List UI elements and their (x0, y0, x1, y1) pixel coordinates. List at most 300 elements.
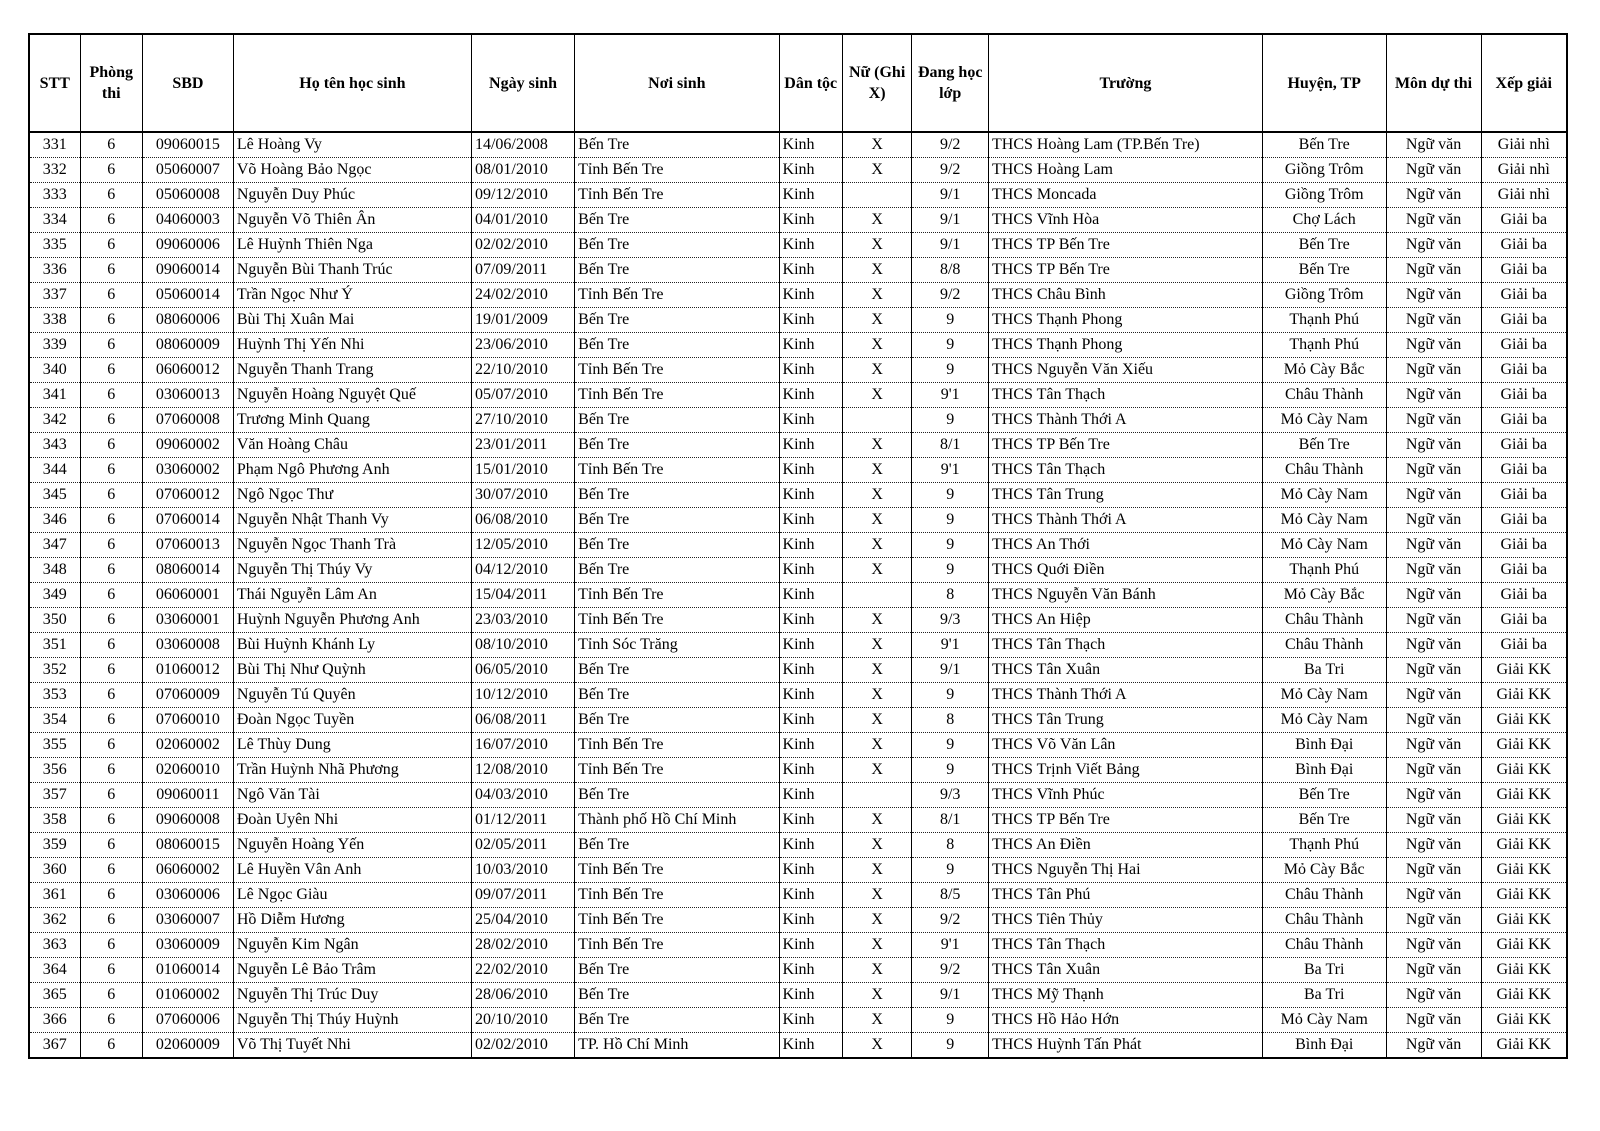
cell-xep-giai: Giải nhì (1481, 158, 1567, 183)
table-row (29, 708, 1567, 733)
cell-lop: 9 (912, 733, 989, 758)
cell-sbd: 05060014 (142, 283, 233, 308)
cell-noi-sinh: TP. Hồ Chí Minh (575, 1033, 779, 1059)
cell-ho-ten: Nguyễn Ngọc Thanh Trà (233, 533, 471, 558)
cell-dan-toc: Kinh (779, 483, 842, 508)
cell-nu: X (842, 808, 911, 833)
cell-lop: 9/2 (912, 132, 989, 158)
cell-sbd: 09060006 (142, 233, 233, 258)
cell-nu: X (842, 433, 911, 458)
cell-stt: 336 (29, 258, 80, 283)
cell-ngay-sinh: 05/07/2010 (471, 383, 574, 408)
cell-ngay-sinh: 06/08/2011 (471, 708, 574, 733)
cell-phong-thi: 6 (80, 833, 142, 858)
cell-truong: THCS Thạnh Phong (989, 308, 1263, 333)
cell-mon: Ngữ văn (1386, 708, 1481, 733)
cell-xep-giai: Giải ba (1481, 633, 1567, 658)
cell-ngay-sinh: 04/01/2010 (471, 208, 574, 233)
cell-sbd: 04060003 (142, 208, 233, 233)
table-row (29, 908, 1567, 933)
cell-ho-ten: Ngô Văn Tài (233, 783, 471, 808)
cell-xep-giai: Giải KK (1481, 1033, 1567, 1059)
cell-mon: Ngữ văn (1386, 508, 1481, 533)
cell-phong-thi: 6 (80, 283, 142, 308)
cell-ho-ten: Nguyễn Tú Quyên (233, 683, 471, 708)
cell-lop: 9/2 (912, 283, 989, 308)
table-row (29, 958, 1567, 983)
cell-ho-ten: Nguyễn Kim Ngân (233, 933, 471, 958)
cell-ho-ten: Lê Hoàng Vy (233, 132, 471, 158)
cell-truong: THCS Hồ Hảo Hớn (989, 1008, 1263, 1033)
cell-sbd: 03060008 (142, 633, 233, 658)
cell-stt: 342 (29, 408, 80, 433)
cell-ho-ten: Nguyễn Thị Trúc Duy (233, 983, 471, 1008)
table-row (29, 233, 1567, 258)
cell-phong-thi: 6 (80, 783, 142, 808)
cell-xep-giai: Giải KK (1481, 933, 1567, 958)
cell-lop: 9'1 (912, 458, 989, 483)
cell-nu: X (842, 208, 911, 233)
cell-xep-giai: Giải nhì (1481, 132, 1567, 158)
cell-xep-giai: Giải ba (1481, 608, 1567, 633)
cell-phong-thi: 6 (80, 983, 142, 1008)
cell-stt: 362 (29, 908, 80, 933)
cell-lop: 9 (912, 358, 989, 383)
cell-lop: 9 (912, 408, 989, 433)
cell-phong-thi: 6 (80, 608, 142, 633)
cell-phong-thi: 6 (80, 858, 142, 883)
cell-stt: 339 (29, 333, 80, 358)
cell-truong: THCS Tân Phú (989, 883, 1263, 908)
cell-noi-sinh: Bến Tre (575, 533, 779, 558)
cell-noi-sinh: Tỉnh Bến Tre (575, 883, 779, 908)
cell-sbd: 03060007 (142, 908, 233, 933)
cell-mon: Ngữ văn (1386, 1033, 1481, 1059)
cell-nu: X (842, 683, 911, 708)
cell-lop: 9/3 (912, 608, 989, 633)
cell-xep-giai: Giải ba (1481, 408, 1567, 433)
cell-stt: 366 (29, 1008, 80, 1033)
table-row (29, 183, 1567, 208)
cell-lop: 9 (912, 683, 989, 708)
cell-phong-thi: 6 (80, 433, 142, 458)
cell-nu: X (842, 533, 911, 558)
cell-ngay-sinh: 23/03/2010 (471, 608, 574, 633)
cell-huyen: Ba Tri (1262, 983, 1386, 1008)
cell-huyen: Bến Tre (1262, 783, 1386, 808)
cell-lop: 9/2 (912, 958, 989, 983)
cell-ho-ten: Phạm Ngô Phương Anh (233, 458, 471, 483)
cell-sbd: 06060012 (142, 358, 233, 383)
cell-truong: THCS Vĩnh Hòa (989, 208, 1263, 233)
cell-lop: 9 (912, 483, 989, 508)
cell-ngay-sinh: 09/12/2010 (471, 183, 574, 208)
cell-xep-giai: Giải ba (1481, 558, 1567, 583)
header-phong-thi: Phòng thi (80, 34, 142, 132)
cell-lop: 8/1 (912, 808, 989, 833)
cell-xep-giai: Giải ba (1481, 508, 1567, 533)
table-row (29, 508, 1567, 533)
table-row (29, 132, 1567, 158)
cell-ngay-sinh: 16/07/2010 (471, 733, 574, 758)
cell-phong-thi: 6 (80, 308, 142, 333)
cell-lop: 9 (912, 308, 989, 333)
cell-dan-toc: Kinh (779, 333, 842, 358)
cell-nu (842, 408, 911, 433)
cell-huyen: Thạnh Phú (1262, 333, 1386, 358)
cell-xep-giai: Giải nhì (1481, 183, 1567, 208)
cell-stt: 338 (29, 308, 80, 333)
cell-huyen: Thạnh Phú (1262, 833, 1386, 858)
cell-dan-toc: Kinh (779, 358, 842, 383)
cell-stt: 340 (29, 358, 80, 383)
table-row (29, 808, 1567, 833)
cell-dan-toc: Kinh (779, 258, 842, 283)
cell-ngay-sinh: 10/03/2010 (471, 858, 574, 883)
cell-dan-toc: Kinh (779, 683, 842, 708)
cell-sbd: 07060010 (142, 708, 233, 733)
cell-xep-giai: Giải ba (1481, 383, 1567, 408)
cell-phong-thi: 6 (80, 908, 142, 933)
cell-xep-giai: Giải ba (1481, 533, 1567, 558)
table-row (29, 758, 1567, 783)
cell-ho-ten: Ngô Ngọc Thư (233, 483, 471, 508)
cell-ngay-sinh: 14/06/2008 (471, 132, 574, 158)
cell-huyen: Châu Thành (1262, 383, 1386, 408)
cell-noi-sinh: Tỉnh Bến Tre (575, 933, 779, 958)
cell-xep-giai: Giải KK (1481, 908, 1567, 933)
cell-xep-giai: Giải ba (1481, 208, 1567, 233)
cell-lop: 9 (912, 333, 989, 358)
header-xep-giai: Xếp giải (1481, 34, 1567, 132)
cell-ngay-sinh: 10/12/2010 (471, 683, 574, 708)
cell-sbd: 07060013 (142, 533, 233, 558)
cell-dan-toc: Kinh (779, 533, 842, 558)
cell-lop: 9 (912, 533, 989, 558)
cell-stt: 344 (29, 458, 80, 483)
table-row (29, 783, 1567, 808)
header-stt: STT (29, 34, 80, 132)
cell-dan-toc: Kinh (779, 458, 842, 483)
cell-ho-ten: Trương Minh Quang (233, 408, 471, 433)
cell-dan-toc: Kinh (779, 508, 842, 533)
cell-stt: 348 (29, 558, 80, 583)
cell-noi-sinh: Tỉnh Bến Tre (575, 733, 779, 758)
cell-ngay-sinh: 02/02/2010 (471, 233, 574, 258)
cell-mon: Ngữ văn (1386, 408, 1481, 433)
cell-truong: THCS Tân Xuân (989, 958, 1263, 983)
cell-ho-ten: Bùi Thị Xuân Mai (233, 308, 471, 333)
cell-nu: X (842, 358, 911, 383)
cell-lop: 9/2 (912, 158, 989, 183)
table-row (29, 1033, 1567, 1059)
cell-lop: 9/1 (912, 183, 989, 208)
table-row (29, 208, 1567, 233)
results-table (28, 33, 1568, 1059)
cell-mon: Ngữ văn (1386, 132, 1481, 158)
cell-sbd: 07060014 (142, 508, 233, 533)
cell-phong-thi: 6 (80, 958, 142, 983)
cell-ho-ten: Nguyễn Duy Phúc (233, 183, 471, 208)
cell-ngay-sinh: 09/07/2011 (471, 883, 574, 908)
cell-dan-toc: Kinh (779, 433, 842, 458)
cell-mon: Ngữ văn (1386, 1008, 1481, 1033)
table-row (29, 533, 1567, 558)
cell-lop: 9 (912, 758, 989, 783)
cell-stt: 335 (29, 233, 80, 258)
cell-xep-giai: Giải ba (1481, 283, 1567, 308)
cell-ngay-sinh: 12/08/2010 (471, 758, 574, 783)
cell-phong-thi: 6 (80, 583, 142, 608)
cell-lop: 9/3 (912, 783, 989, 808)
cell-mon: Ngữ văn (1386, 458, 1481, 483)
cell-stt: 364 (29, 958, 80, 983)
cell-ho-ten: Võ Thị Tuyết Nhi (233, 1033, 471, 1059)
cell-dan-toc: Kinh (779, 733, 842, 758)
cell-stt: 354 (29, 708, 80, 733)
cell-ho-ten: Nguyễn Hoàng Nguyệt Quế (233, 383, 471, 408)
cell-phong-thi: 6 (80, 483, 142, 508)
cell-stt: 343 (29, 433, 80, 458)
cell-lop: 8/5 (912, 883, 989, 908)
cell-noi-sinh: Bến Tre (575, 1008, 779, 1033)
cell-ho-ten: Nguyễn Thanh Trang (233, 358, 471, 383)
cell-dan-toc: Kinh (779, 1033, 842, 1059)
cell-sbd: 08060015 (142, 833, 233, 858)
cell-lop: 8 (912, 708, 989, 733)
cell-stt: 349 (29, 583, 80, 608)
cell-stt: 345 (29, 483, 80, 508)
cell-dan-toc: Kinh (779, 1008, 842, 1033)
cell-dan-toc: Kinh (779, 132, 842, 158)
table-row (29, 483, 1567, 508)
cell-sbd: 09060011 (142, 783, 233, 808)
cell-stt: 341 (29, 383, 80, 408)
cell-ho-ten: Đoàn Ngọc Tuyền (233, 708, 471, 733)
cell-mon: Ngữ văn (1386, 383, 1481, 408)
header-dan-toc: Dân tộc (779, 34, 842, 132)
cell-truong: THCS Mỹ Thạnh (989, 983, 1263, 1008)
cell-mon: Ngữ văn (1386, 208, 1481, 233)
cell-ngay-sinh: 15/01/2010 (471, 458, 574, 483)
cell-noi-sinh: Bến Tre (575, 258, 779, 283)
cell-nu: X (842, 458, 911, 483)
cell-mon: Ngữ văn (1386, 558, 1481, 583)
cell-stt: 332 (29, 158, 80, 183)
cell-mon: Ngữ văn (1386, 583, 1481, 608)
cell-nu: X (842, 833, 911, 858)
table-row (29, 358, 1567, 383)
cell-truong: THCS Nguyễn Văn Bánh (989, 583, 1263, 608)
cell-huyen: Thạnh Phú (1262, 558, 1386, 583)
cell-sbd: 02060002 (142, 733, 233, 758)
cell-stt: 334 (29, 208, 80, 233)
cell-ho-ten: Văn Hoàng Châu (233, 433, 471, 458)
cell-dan-toc: Kinh (779, 158, 842, 183)
cell-lop: 8/8 (912, 258, 989, 283)
cell-noi-sinh: Bến Tre (575, 132, 779, 158)
cell-ngay-sinh: 04/03/2010 (471, 783, 574, 808)
table-row (29, 308, 1567, 333)
cell-mon: Ngữ văn (1386, 908, 1481, 933)
cell-phong-thi: 6 (80, 658, 142, 683)
cell-lop: 8 (912, 833, 989, 858)
cell-nu: X (842, 658, 911, 683)
cell-nu (842, 183, 911, 208)
cell-huyen: Mỏ Cày Bắc (1262, 358, 1386, 383)
cell-mon: Ngữ văn (1386, 808, 1481, 833)
cell-sbd: 03060009 (142, 933, 233, 958)
cell-xep-giai: Giải KK (1481, 758, 1567, 783)
cell-noi-sinh: Bến Tre (575, 408, 779, 433)
table-row (29, 408, 1567, 433)
cell-stt: 363 (29, 933, 80, 958)
cell-huyen: Bình Đại (1262, 733, 1386, 758)
table-row (29, 858, 1567, 883)
cell-dan-toc: Kinh (779, 383, 842, 408)
cell-ho-ten: Bùi Thị Như Quỳnh (233, 658, 471, 683)
table-row (29, 583, 1567, 608)
cell-ngay-sinh: 19/01/2009 (471, 308, 574, 333)
cell-dan-toc: Kinh (779, 608, 842, 633)
cell-xep-giai: Giải KK (1481, 833, 1567, 858)
cell-xep-giai: Giải ba (1481, 483, 1567, 508)
cell-huyen: Bến Tre (1262, 233, 1386, 258)
cell-sbd: 06060001 (142, 583, 233, 608)
cell-sbd: 07060012 (142, 483, 233, 508)
header-row (29, 34, 1567, 132)
cell-dan-toc: Kinh (779, 633, 842, 658)
cell-nu: X (842, 258, 911, 283)
cell-sbd: 08060009 (142, 333, 233, 358)
header-ho-ten: Họ tên học sinh (233, 34, 471, 132)
cell-sbd: 01060012 (142, 658, 233, 683)
cell-ho-ten: Nguyễn Lê Bảo Trâm (233, 958, 471, 983)
cell-xep-giai: Giải KK (1481, 808, 1567, 833)
cell-phong-thi: 6 (80, 358, 142, 383)
cell-mon: Ngữ văn (1386, 658, 1481, 683)
cell-phong-thi: 6 (80, 633, 142, 658)
cell-huyen: Mỏ Cày Nam (1262, 408, 1386, 433)
cell-huyen: Châu Thành (1262, 633, 1386, 658)
cell-xep-giai: Giải ba (1481, 308, 1567, 333)
cell-stt: 355 (29, 733, 80, 758)
header-lop: Đang học lớp (912, 34, 989, 132)
cell-xep-giai: Giải KK (1481, 658, 1567, 683)
cell-huyen: Châu Thành (1262, 933, 1386, 958)
cell-truong: THCS Tân Thạch (989, 458, 1263, 483)
cell-nu: X (842, 483, 911, 508)
header-huyen: Huyện, TP (1262, 34, 1386, 132)
cell-ho-ten: Lê Huyền Vân Anh (233, 858, 471, 883)
cell-phong-thi: 6 (80, 708, 142, 733)
cell-phong-thi: 6 (80, 1008, 142, 1033)
cell-lop: 9 (912, 558, 989, 583)
cell-sbd: 07060006 (142, 1008, 233, 1033)
cell-huyen: Mỏ Cày Bắc (1262, 858, 1386, 883)
cell-dan-toc: Kinh (779, 958, 842, 983)
cell-ho-ten: Trần Huỳnh Nhã Phương (233, 758, 471, 783)
cell-mon: Ngữ văn (1386, 758, 1481, 783)
cell-noi-sinh: Bến Tre (575, 658, 779, 683)
cell-mon: Ngữ văn (1386, 958, 1481, 983)
cell-phong-thi: 6 (80, 183, 142, 208)
cell-dan-toc: Kinh (779, 283, 842, 308)
cell-stt: 360 (29, 858, 80, 883)
cell-ho-ten: Đoàn Uyên Nhi (233, 808, 471, 833)
cell-huyen: Chợ Lách (1262, 208, 1386, 233)
cell-xep-giai: Giải ba (1481, 233, 1567, 258)
cell-ngay-sinh: 02/02/2010 (471, 1033, 574, 1059)
cell-ngay-sinh: 28/02/2010 (471, 933, 574, 958)
cell-sbd: 07060008 (142, 408, 233, 433)
cell-mon: Ngữ văn (1386, 633, 1481, 658)
cell-truong: THCS Nguyễn Văn Xiếu (989, 358, 1263, 383)
cell-nu: X (842, 132, 911, 158)
cell-lop: 9 (912, 1008, 989, 1033)
cell-ho-ten: Huỳnh Nguyễn Phương Anh (233, 608, 471, 633)
cell-truong: THCS Moncada (989, 183, 1263, 208)
cell-mon: Ngữ văn (1386, 183, 1481, 208)
cell-truong: THCS Vĩnh Phúc (989, 783, 1263, 808)
cell-sbd: 01060014 (142, 958, 233, 983)
cell-sbd: 09060014 (142, 258, 233, 283)
cell-huyen: Châu Thành (1262, 608, 1386, 633)
cell-huyen: Mỏ Cày Nam (1262, 683, 1386, 708)
cell-stt: 356 (29, 758, 80, 783)
cell-truong: THCS Tân Thạch (989, 933, 1263, 958)
cell-xep-giai: Giải ba (1481, 333, 1567, 358)
cell-stt: 358 (29, 808, 80, 833)
table-row (29, 558, 1567, 583)
cell-phong-thi: 6 (80, 558, 142, 583)
cell-nu: X (842, 1008, 911, 1033)
cell-mon: Ngữ văn (1386, 883, 1481, 908)
cell-ho-ten: Thái Nguyễn Lâm An (233, 583, 471, 608)
cell-dan-toc: Kinh (779, 708, 842, 733)
cell-mon: Ngữ văn (1386, 683, 1481, 708)
cell-dan-toc: Kinh (779, 983, 842, 1008)
cell-sbd: 03060002 (142, 458, 233, 483)
cell-sbd: 05060008 (142, 183, 233, 208)
cell-sbd: 09060015 (142, 132, 233, 158)
cell-ngay-sinh: 22/10/2010 (471, 358, 574, 383)
cell-nu: X (842, 858, 911, 883)
cell-sbd: 03060006 (142, 883, 233, 908)
cell-nu: X (842, 283, 911, 308)
cell-huyen: Mỏ Cày Bắc (1262, 583, 1386, 608)
cell-phong-thi: 6 (80, 258, 142, 283)
cell-ho-ten: Nguyễn Thị Thúy Vy (233, 558, 471, 583)
cell-huyen: Châu Thành (1262, 883, 1386, 908)
cell-xep-giai: Giải ba (1481, 583, 1567, 608)
cell-huyen: Bến Tre (1262, 258, 1386, 283)
cell-truong: THCS Tân Trung (989, 708, 1263, 733)
cell-noi-sinh: Tỉnh Bến Tre (575, 158, 779, 183)
cell-huyen: Bến Tre (1262, 808, 1386, 833)
cell-xep-giai: Giải KK (1481, 883, 1567, 908)
cell-phong-thi: 6 (80, 1033, 142, 1059)
cell-phong-thi: 6 (80, 333, 142, 358)
header-nu: Nữ (Ghi X) (842, 34, 911, 132)
cell-noi-sinh: Tỉnh Bến Tre (575, 358, 779, 383)
cell-nu: X (842, 733, 911, 758)
table-row (29, 608, 1567, 633)
cell-lop: 9 (912, 508, 989, 533)
cell-lop: 8 (912, 583, 989, 608)
cell-mon: Ngữ văn (1386, 608, 1481, 633)
cell-ngay-sinh: 06/05/2010 (471, 658, 574, 683)
